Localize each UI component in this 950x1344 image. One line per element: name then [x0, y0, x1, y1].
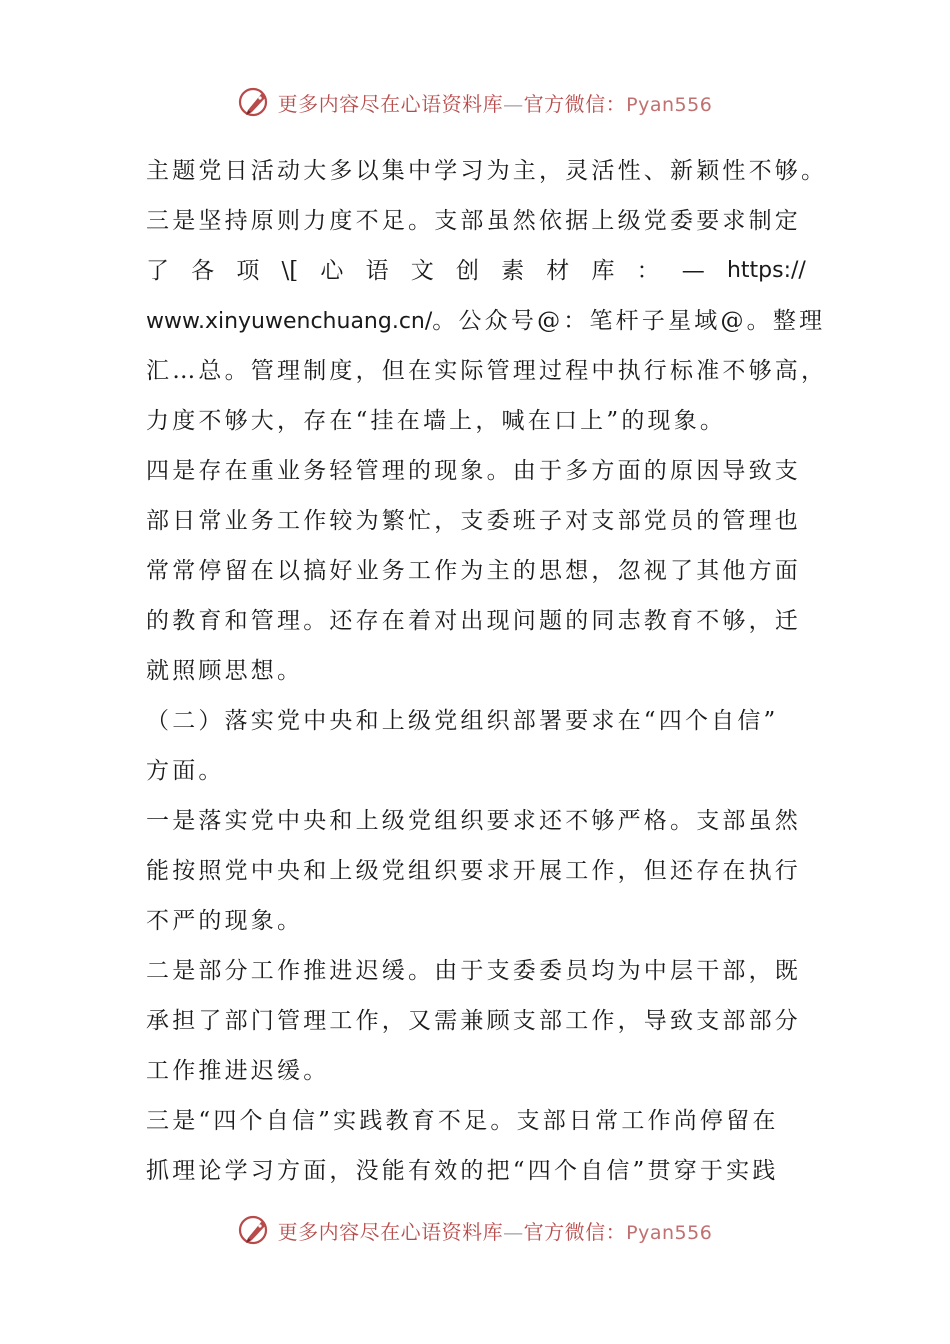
footer-banner-text — [278, 1216, 713, 1245]
footer-banner — [0, 1210, 950, 1250]
text-line: 承担了部门管理工作，又需兼顾支部工作，导致支部部分 — [146, 1008, 801, 1034]
text-line-justified: 了 各 项 \[ 心 语 文 创 素 材 库 ： — https:// — [146, 246, 806, 296]
header-banner-text — [278, 88, 713, 117]
text-line: 汇…总。管理制度，但在实际管理过程中执行标准不够高， — [146, 358, 828, 384]
text-line: 能按照党中央和上级党组织要求开展工作，但还存在执行 — [146, 858, 801, 884]
document-body — [146, 146, 828, 1196]
text-line: 主题党日活动大多以集中学习为主，灵活性、新颖性不够。 — [146, 158, 828, 184]
header-banner — [0, 82, 950, 122]
url-fragment: https:// — [726, 258, 806, 283]
pen-nib-logo-icon — [238, 1213, 272, 1247]
footer-separator: — — [503, 1219, 524, 1244]
text-line: 一是落实党中央和上级党组织要求还不够严格。支部虽然 — [146, 808, 801, 834]
text-line: 不严的现象。 — [146, 908, 304, 934]
text-line: 方面。 — [146, 758, 225, 784]
text-line: 常常停留在以搞好业务工作为主的思想，忽视了其他方面 — [146, 558, 801, 584]
header-contact-label: 官方微信： — [523, 91, 627, 116]
text-line: 部日常业务工作较为繁忙，支委班子对支部党员的管理也 — [146, 508, 801, 534]
text-line: 三是“四个自信”实践教育不足。支部日常工作尚停留在 — [146, 1108, 779, 1134]
footer-site-text: 更多内容尽在心语资料库 — [277, 1219, 504, 1244]
text-line: www.xinyuwenchuang.cn/。公众号@：笔杆子星域@。整理 — [146, 308, 826, 334]
header-site-text: 更多内容尽在心语资料库 — [277, 91, 504, 116]
text-line: 就照顾思想。 — [146, 658, 304, 684]
text-line: 二是部分工作推进迟缓。由于支委委员均为中层干部，既 — [146, 958, 801, 984]
pen-nib-logo-icon — [238, 85, 272, 119]
text-line: 抓理论学习方面，没能有效的把“四个自信”贯穿于实践 — [146, 1158, 779, 1184]
text-line: 力度不够大，存在“挂在墙上，喊在口上”的现象。 — [146, 408, 727, 434]
section-heading: （二）落实党中央和上级党组织部署要求在“四个自信” — [146, 708, 779, 734]
text-line: 四是存在重业务轻管理的现象。由于多方面的原因导致支 — [146, 458, 801, 484]
url-text: www.xinyuwenchuang.cn/ — [146, 309, 433, 334]
footer-contact-id: Pyan556 — [626, 1221, 713, 1244]
text-line: 工作推进迟缓。 — [146, 1058, 330, 1084]
header-separator: — — [503, 91, 524, 116]
text-line: 的教育和管理。还存在着对出现问题的同志教育不够，迁 — [146, 608, 801, 634]
header-contact-id: Pyan556 — [626, 93, 713, 116]
footer-contact-label: 官方微信： — [523, 1219, 627, 1244]
text-line: 三是坚持原则力度不足。支部虽然依据上级党委要求制定 — [146, 208, 801, 234]
